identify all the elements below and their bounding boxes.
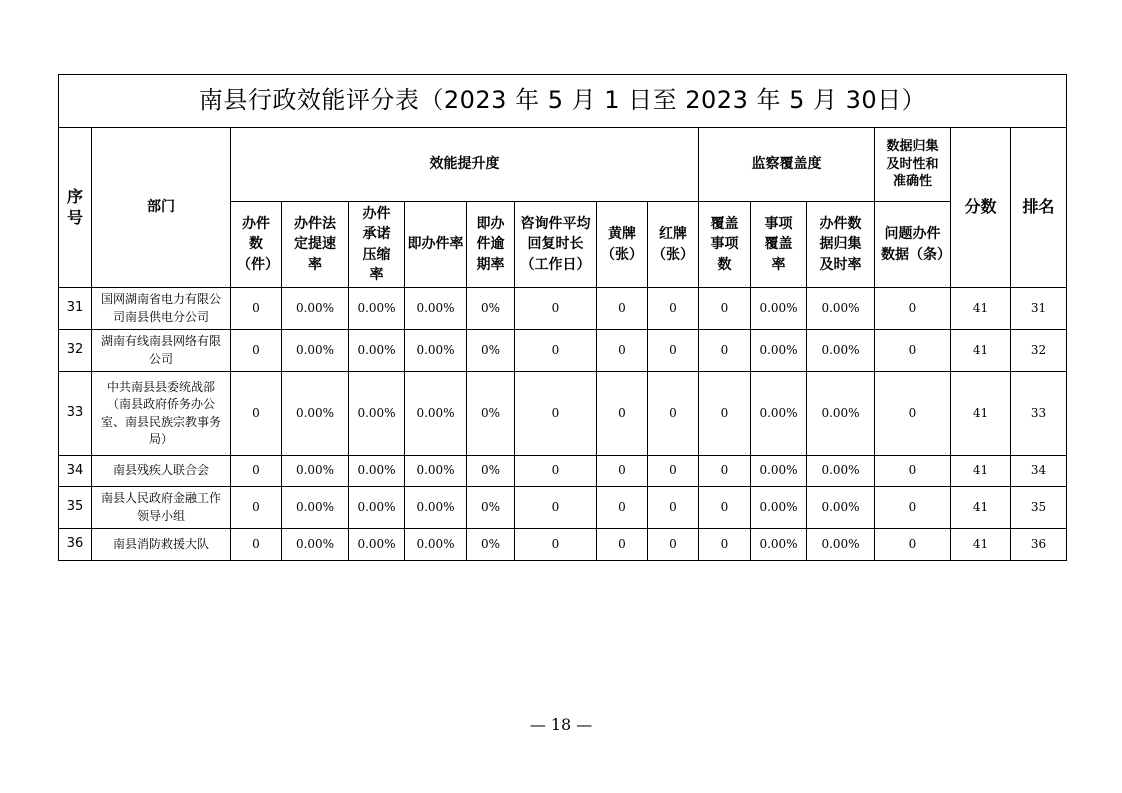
score-table bbox=[58, 74, 1067, 561]
cell: 0.00% bbox=[807, 372, 875, 456]
row-dept: 南县残疾人联合会 bbox=[92, 456, 231, 487]
row-index: 34 bbox=[59, 456, 92, 487]
cell: 0.00% bbox=[807, 487, 875, 529]
header-group-efficiency: 效能提升度 bbox=[231, 128, 699, 202]
cell: 0 bbox=[699, 456, 751, 487]
cell: 0% bbox=[467, 330, 515, 372]
cell: 0.00% bbox=[405, 372, 467, 456]
cell: 0 bbox=[875, 487, 951, 529]
header-group-supervision: 监察覆盖度 bbox=[699, 128, 875, 202]
cell: 0.00% bbox=[751, 330, 807, 372]
row-dept: 南县人民政府金融工作领导小组 bbox=[92, 487, 231, 529]
header-sub: 黄牌（张） bbox=[597, 202, 648, 288]
cell: 0 bbox=[875, 456, 951, 487]
cell: 0.00% bbox=[807, 529, 875, 561]
table-row bbox=[59, 372, 1067, 456]
row-dept: 中共南县县委统战部（南县政府侨务办公室、南县民族宗教事务局） bbox=[92, 372, 231, 456]
cell: 0 bbox=[875, 330, 951, 372]
cell: 0.00% bbox=[751, 456, 807, 487]
header-sub: 咨询件平均回复时长（工作日） bbox=[515, 202, 597, 288]
header-index: 序号 bbox=[59, 128, 92, 288]
cell: 0% bbox=[467, 487, 515, 529]
header-group-data: 数据归集及时性和准确性 bbox=[875, 128, 951, 202]
cell: 0.00% bbox=[349, 456, 405, 487]
cell: 0 bbox=[515, 529, 597, 561]
cell: 0 bbox=[699, 372, 751, 456]
cell: 0 bbox=[515, 487, 597, 529]
cell: 0.00% bbox=[751, 372, 807, 456]
cell: 0.00% bbox=[349, 529, 405, 561]
cell: 0.00% bbox=[282, 487, 349, 529]
cell: 0 bbox=[648, 288, 699, 330]
cell: 0.00% bbox=[751, 487, 807, 529]
header-dept: 部门 bbox=[92, 128, 231, 288]
cell: 0.00% bbox=[282, 456, 349, 487]
row-dept: 国网湖南省电力有限公司南县供电分公司 bbox=[92, 288, 231, 330]
cell: 0 bbox=[699, 487, 751, 529]
header-sub: 覆盖事项数 bbox=[699, 202, 751, 288]
header-sub: 事项覆盖率 bbox=[751, 202, 807, 288]
header-sub: 问题办件数据（条） bbox=[875, 202, 951, 288]
cell: 0 bbox=[699, 529, 751, 561]
header-score: 分数 bbox=[951, 128, 1011, 288]
header-sub: 即办件率 bbox=[405, 202, 467, 288]
header-sub: 即办件逾期率 bbox=[467, 202, 515, 288]
page-number: — 18 — bbox=[529, 715, 593, 734]
table-title: 南县行政效能评分表（2023 年 5 月 1 日至 2023 年 5 月 30日） bbox=[59, 75, 1067, 128]
cell: 0.00% bbox=[405, 529, 467, 561]
cell: 0 bbox=[648, 330, 699, 372]
row-rank: 35 bbox=[1011, 487, 1067, 529]
cell: 0 bbox=[699, 288, 751, 330]
row-rank: 34 bbox=[1011, 456, 1067, 487]
row-index: 33 bbox=[59, 372, 92, 456]
cell: 0.00% bbox=[405, 456, 467, 487]
row-score: 41 bbox=[951, 529, 1011, 561]
cell: 0.00% bbox=[405, 330, 467, 372]
cell: 0 bbox=[515, 372, 597, 456]
table-row bbox=[59, 330, 1067, 372]
table-row bbox=[59, 487, 1067, 529]
cell: 0.00% bbox=[282, 330, 349, 372]
cell: 0 bbox=[648, 456, 699, 487]
cell: 0 bbox=[597, 456, 648, 487]
header-rank: 排名 bbox=[1011, 128, 1067, 288]
row-score: 41 bbox=[951, 372, 1011, 456]
cell: 0.00% bbox=[349, 372, 405, 456]
cell: 0 bbox=[699, 330, 751, 372]
cell: 0 bbox=[231, 456, 282, 487]
row-score: 41 bbox=[951, 330, 1011, 372]
cell: 0 bbox=[515, 330, 597, 372]
cell: 0 bbox=[597, 330, 648, 372]
cell: 0.00% bbox=[282, 288, 349, 330]
row-index: 31 bbox=[59, 288, 92, 330]
cell: 0 bbox=[597, 529, 648, 561]
cell: 0 bbox=[515, 456, 597, 487]
cell: 0.00% bbox=[751, 529, 807, 561]
row-index: 32 bbox=[59, 330, 92, 372]
cell: 0 bbox=[231, 487, 282, 529]
row-score: 41 bbox=[951, 487, 1011, 529]
cell: 0.00% bbox=[282, 372, 349, 456]
cell: 0.00% bbox=[807, 288, 875, 330]
cell: 0 bbox=[875, 372, 951, 456]
cell: 0 bbox=[648, 529, 699, 561]
row-score: 41 bbox=[951, 288, 1011, 330]
cell: 0 bbox=[597, 487, 648, 529]
header-sub: 办件法定提速率 bbox=[282, 202, 349, 288]
cell: 0.00% bbox=[807, 330, 875, 372]
cell: 0.00% bbox=[807, 456, 875, 487]
table-row bbox=[59, 456, 1067, 487]
cell: 0% bbox=[467, 288, 515, 330]
row-index: 36 bbox=[59, 529, 92, 561]
cell: 0.00% bbox=[405, 288, 467, 330]
cell: 0 bbox=[515, 288, 597, 330]
row-dept: 南县消防救援大队 bbox=[92, 529, 231, 561]
cell: 0 bbox=[231, 529, 282, 561]
cell: 0 bbox=[875, 288, 951, 330]
header-sub: 办件承诺压缩率 bbox=[349, 202, 405, 288]
cell: 0 bbox=[597, 372, 648, 456]
row-dept: 湖南有线南县网络有限公司 bbox=[92, 330, 231, 372]
table-row bbox=[59, 529, 1067, 561]
header-sub: 办件数据归集及时率 bbox=[807, 202, 875, 288]
cell: 0% bbox=[467, 529, 515, 561]
cell: 0.00% bbox=[405, 487, 467, 529]
table-row bbox=[59, 288, 1067, 330]
row-index: 35 bbox=[59, 487, 92, 529]
cell: 0.00% bbox=[349, 487, 405, 529]
cell: 0 bbox=[875, 529, 951, 561]
cell: 0.00% bbox=[751, 288, 807, 330]
cell: 0 bbox=[648, 372, 699, 456]
cell: 0.00% bbox=[282, 529, 349, 561]
row-rank: 32 bbox=[1011, 330, 1067, 372]
cell: 0 bbox=[231, 330, 282, 372]
row-score: 41 bbox=[951, 456, 1011, 487]
row-rank: 36 bbox=[1011, 529, 1067, 561]
cell: 0 bbox=[231, 288, 282, 330]
header-sub: 红牌（张） bbox=[648, 202, 699, 288]
cell: 0% bbox=[467, 456, 515, 487]
row-rank: 33 bbox=[1011, 372, 1067, 456]
cell: 0 bbox=[597, 288, 648, 330]
cell: 0 bbox=[648, 487, 699, 529]
row-rank: 31 bbox=[1011, 288, 1067, 330]
header-sub: 办件数（件） bbox=[231, 202, 282, 288]
cell: 0.00% bbox=[349, 288, 405, 330]
cell: 0.00% bbox=[349, 330, 405, 372]
cell: 0% bbox=[467, 372, 515, 456]
cell: 0 bbox=[231, 372, 282, 456]
